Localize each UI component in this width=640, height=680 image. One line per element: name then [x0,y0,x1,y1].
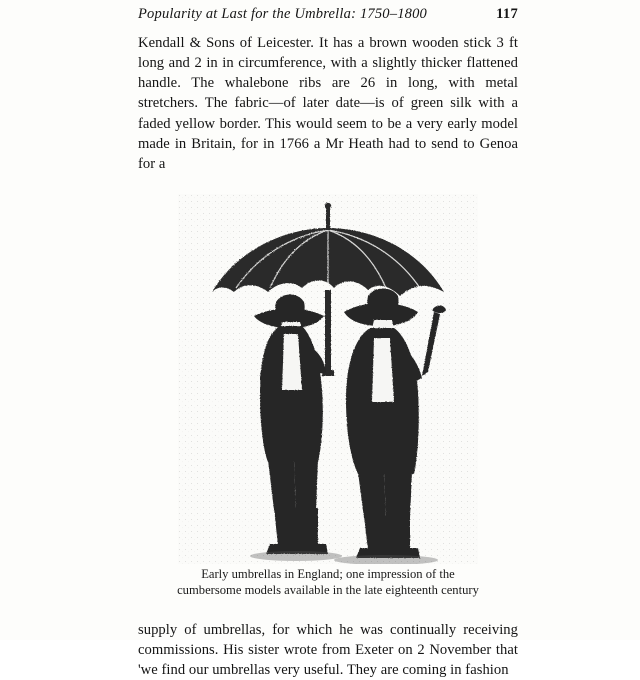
running-head-title: Popularity at Last for the Umbrella: 1750–1800 [138,6,427,22]
figure-caption-line-2: cumbersome models available in the late eighteenth century [177,582,479,597]
figure [138,194,518,598]
figure-caption [138,566,518,598]
page-number: 117 [496,6,518,22]
page-content [138,6,518,680]
figure-caption-line-1: Early umbrellas in England; one impression of the [201,566,455,581]
paragraph-top: Kendall & Sons of Leicester. It has a brown wooden stick 3 ft long and 2 in in circumference, with a slightly thicker flattened handle. The whalebone ribs are 26 in long, with metal stretchers. The fabric—of later date—is of green silk with a faded yellow border. This would seem to be a very early model made in Britain, for in 1766 a Mr Heath had to send to Genoa for a [138,35,518,172]
engraving-two-gentlemen-under-umbrella-image [178,194,478,564]
paragraph-bottom: supply of umbrellas, for which he was continually receiving commissions. His sister wrote from Exeter on 2 November that 'we find our umbrellas very useful. They are coming in fashion [138,622,518,679]
running-head [138,6,518,23]
